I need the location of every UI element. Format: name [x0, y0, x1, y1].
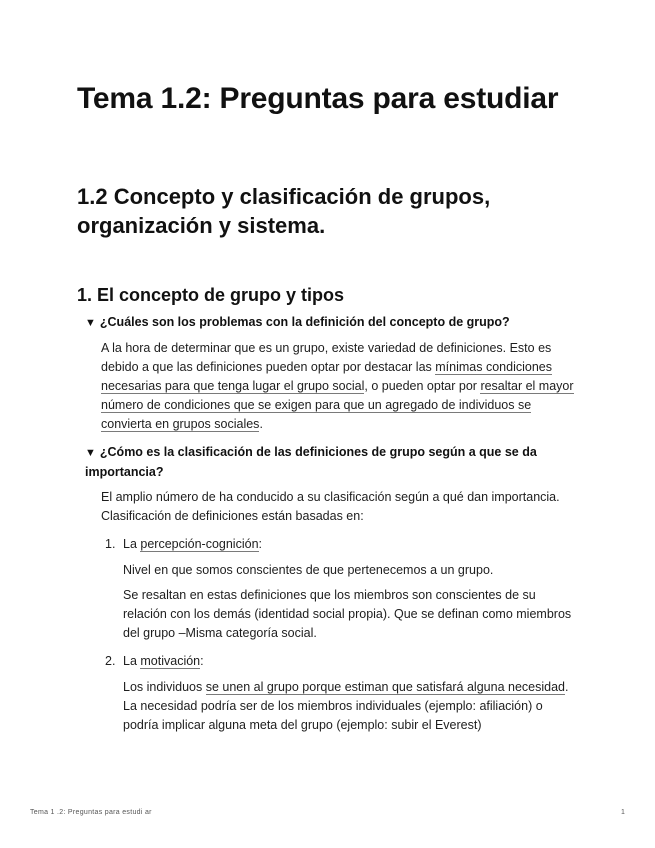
underlined-text: resaltar el mayor número de condiciones que se exigen para que un agregado de individuos se convierta en grupos sociales: [101, 379, 574, 431]
toggle-question-classification[interactable]: [85, 443, 575, 482]
paragraph-text: . La necesidad podría ser de los miembros individuales (ejemplo: afiliación) o podría implicar alguna meta del grupo (ejemplo: subir el Everest): [123, 680, 569, 732]
toggle-question-text: ¿Cómo es la clasificación de las definiciones de grupo según a que se da importancia?: [85, 445, 537, 479]
toggle-intro-paragraph: El amplio número de ha conducido a su clasificación según a qué dan importancia. Clasificación de definiciones están basadas en:: [101, 490, 560, 523]
list-number: 2.: [105, 654, 116, 668]
list-item: [105, 535, 565, 554]
list-number: 1.: [105, 537, 116, 551]
list-item: [105, 652, 565, 671]
list-item-text: :: [200, 654, 204, 668]
underlined-term: motivación: [140, 654, 201, 668]
list-item-text: :: [258, 537, 263, 551]
paragraph-text: Los individuos: [123, 680, 206, 694]
underlined-text: mínimas condiciones necesarias para que tenga lugar el grupo social: [101, 360, 552, 393]
footer-page-number: 1: [621, 809, 625, 816]
toggle-answer-paragraph: [101, 339, 576, 434]
list-item-paragraph: Nivel en que somos conscientes de que pertenecemos a un grupo.: [123, 563, 494, 577]
list-item-paragraph: [123, 678, 573, 735]
page-title: Tema 1.2: Preguntas para estudiar: [77, 82, 559, 115]
answer-text: A la hora de determinar que es un grupo, existe variedad de definiciones. Esto es debido a que las definiciones pueden optar por destacar las: [101, 341, 552, 374]
underlined-term: percepción-cognición: [140, 537, 259, 551]
footer-document-title: Tema 1 .2: Preguntas para estudi ar: [30, 809, 152, 816]
toggle-question-definition-problems[interactable]: [85, 313, 575, 333]
answer-text: , o pueden optar por: [364, 379, 481, 393]
list-item-text: La: [123, 654, 141, 668]
list-item-paragraph: Se resaltan en estas definiciones que los miembros son conscientes de su relación con los demás (identidad social propia). Que se definan como miembros del grupo –Misma categoría social.: [123, 588, 572, 640]
triangle-down-icon[interactable]: ▼: [85, 317, 96, 329]
section-heading: 1. El concepto de grupo y tipos: [77, 285, 345, 305]
toggle-question-text: ¿Cuáles son los problemas con la definición del concepto de grupo?: [99, 315, 510, 329]
answer-text: .: [259, 417, 263, 431]
underlined-text: se unen al grupo porque estiman que satisfará alguna necesidad: [205, 680, 565, 694]
triangle-down-icon[interactable]: ▼: [85, 447, 96, 459]
page-subtitle: 1.2 Concepto y clasificación de grupos, organización y sistema.: [77, 184, 491, 238]
list-item-text: La: [123, 537, 141, 551]
